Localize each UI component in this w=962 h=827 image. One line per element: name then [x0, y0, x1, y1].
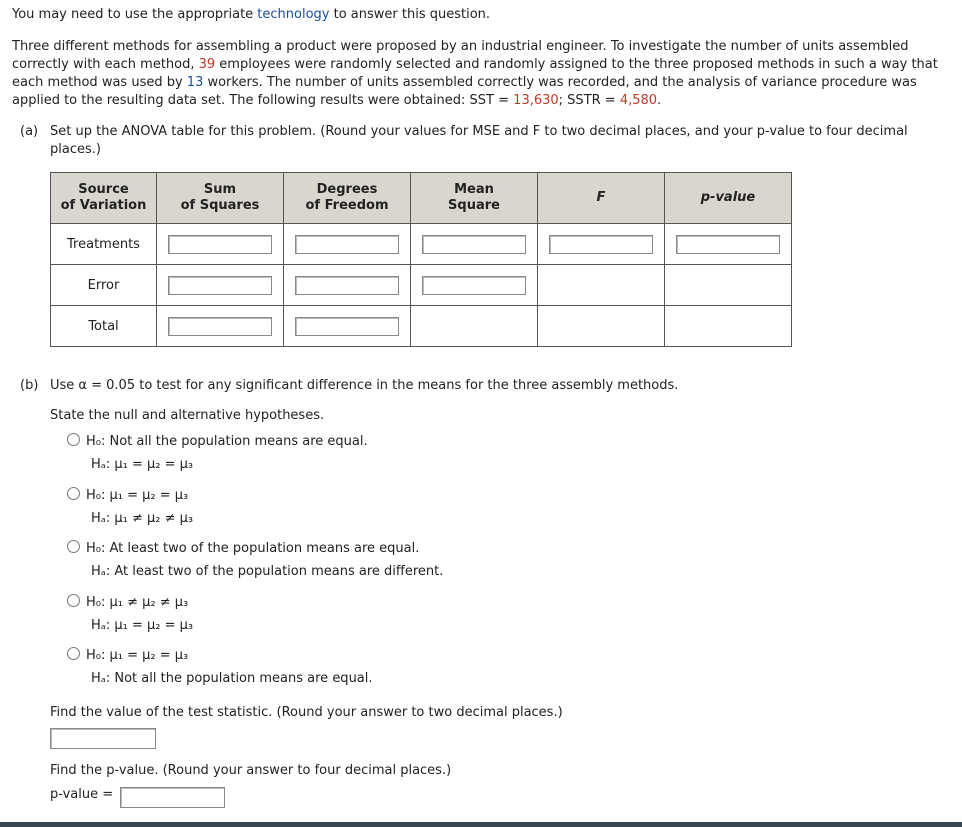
- intro-after: to answer this question.: [329, 7, 491, 22]
- find-p-value: Find the p-value. (Round your answer to four decimal places.): [50, 763, 452, 778]
- hypothesis-option-5[interactable]: [67, 644, 373, 690]
- employee-count: 39: [198, 57, 216, 72]
- technology-link[interactable]: technology: [257, 7, 330, 22]
- p-value-input[interactable]: [120, 787, 225, 808]
- anova-table: [50, 172, 792, 347]
- anova-header-row: [51, 173, 792, 224]
- total-ms-empty: [411, 306, 538, 347]
- treatments-ms-input[interactable]: [422, 235, 526, 254]
- error-ss-input[interactable]: [168, 276, 272, 295]
- part-a: [20, 123, 935, 159]
- part-b: [20, 377, 935, 395]
- intro-before: You may need to use the appropriate: [12, 7, 258, 22]
- treatments-p-input[interactable]: [676, 235, 780, 254]
- total-df-input[interactable]: [295, 317, 399, 336]
- state-hypotheses: State the null and alternative hypotheses.: [50, 408, 325, 423]
- option-4-h0: H₀: μ₁ ≠ μ₂ ≠ μ₃: [86, 595, 189, 610]
- error-p-empty: [665, 265, 792, 306]
- header-degrees-freedom: Degrees of Freedom: [284, 173, 411, 224]
- error-ms-input[interactable]: [422, 276, 526, 295]
- treatments-df-input[interactable]: [295, 235, 399, 254]
- sstr-value: 4,580: [619, 93, 658, 108]
- header-sum-squares: Sum of Squares: [157, 173, 284, 224]
- row-label-total: Total: [51, 306, 157, 347]
- find-test-statistic: Find the value of the test statistic. (Round your answer to two decimal places.): [50, 705, 563, 720]
- header-source: Source of Variation: [51, 173, 157, 224]
- radio-option-5[interactable]: [67, 647, 80, 660]
- radio-option-2[interactable]: [67, 487, 80, 500]
- problem-t2: employees were randomly selected and randomly assigned to the three proposed methods in such a way that each method was used by: [12, 57, 938, 90]
- p-value-label: p-value =: [50, 787, 114, 802]
- hypothesis-option-2[interactable]: [67, 484, 193, 530]
- option-1-h0: H₀: Not all the population means are equal.: [86, 434, 368, 449]
- part-a-text: Set up the ANOVA table for this problem. (Round your values for MSE and F to two decimal places, and your p-value to four decimal places.): [50, 124, 908, 157]
- hypothesis-option-4[interactable]: [67, 591, 193, 637]
- bottom-bar: [0, 822, 962, 827]
- problem-t3: workers. The number of units assembled correctly was recorded, and the analysis of variance procedure was applied to the resulting data set. The following results were obtained: SST =: [12, 75, 917, 108]
- radio-option-1[interactable]: [67, 433, 80, 446]
- treatments-ss-input[interactable]: [168, 235, 272, 254]
- problem-text: [12, 38, 947, 110]
- sst-value: 13,630: [513, 93, 559, 108]
- option-2-ha: Hₐ: μ₁ ≠ μ₂ ≠ μ₃: [91, 511, 194, 526]
- part-a-label: (a): [20, 124, 39, 139]
- option-3-ha: Hₐ: At least two of the population means are different.: [91, 564, 444, 579]
- intro-text: [12, 6, 947, 24]
- option-5-h0: H₀: μ₁ = μ₂ = μ₃: [86, 648, 189, 663]
- option-4-ha: Hₐ: μ₁ = μ₂ = μ₃: [91, 618, 194, 633]
- part-b-label: (b): [20, 378, 39, 393]
- option-5-ha: Hₐ: Not all the population means are equal.: [91, 671, 373, 686]
- option-3-h0: H₀: At least two of the population means are equal.: [86, 541, 420, 556]
- total-f-empty: [538, 306, 665, 347]
- total-ss-input[interactable]: [168, 317, 272, 336]
- radio-option-4[interactable]: [67, 594, 80, 607]
- header-p-value: p-value: [665, 173, 792, 224]
- row-total: [51, 306, 792, 347]
- radio-option-3[interactable]: [67, 540, 80, 553]
- problem-t4: ; SSTR =: [558, 93, 620, 108]
- row-error: [51, 265, 792, 306]
- treatments-f-input[interactable]: [549, 235, 653, 254]
- hypothesis-option-1[interactable]: [67, 430, 368, 476]
- error-df-input[interactable]: [295, 276, 399, 295]
- error-f-empty: [538, 265, 665, 306]
- row-label-error: Error: [51, 265, 157, 306]
- problem-t1: Three different methods for assembling a product were proposed by an industrial engineer. To investigate the number of units assembled correctly with each method,: [12, 39, 909, 72]
- hypothesis-option-3[interactable]: [67, 537, 443, 583]
- worker-count: 13: [186, 75, 204, 90]
- option-1-ha: Hₐ: μ₁ = μ₂ = μ₃: [91, 457, 194, 472]
- row-label-treatments: Treatments: [51, 224, 157, 265]
- test-statistic-input[interactable]: [50, 728, 156, 749]
- problem-t5: .: [657, 93, 662, 108]
- header-mean-square: Mean Square: [411, 173, 538, 224]
- row-treatments: [51, 224, 792, 265]
- total-p-empty: [665, 306, 792, 347]
- header-f: F: [538, 173, 665, 224]
- part-b-text: Use α = 0.05 to test for any significant difference in the means for the three assembly methods.: [50, 378, 679, 393]
- option-2-h0: H₀: μ₁ = μ₂ = μ₃: [86, 488, 189, 503]
